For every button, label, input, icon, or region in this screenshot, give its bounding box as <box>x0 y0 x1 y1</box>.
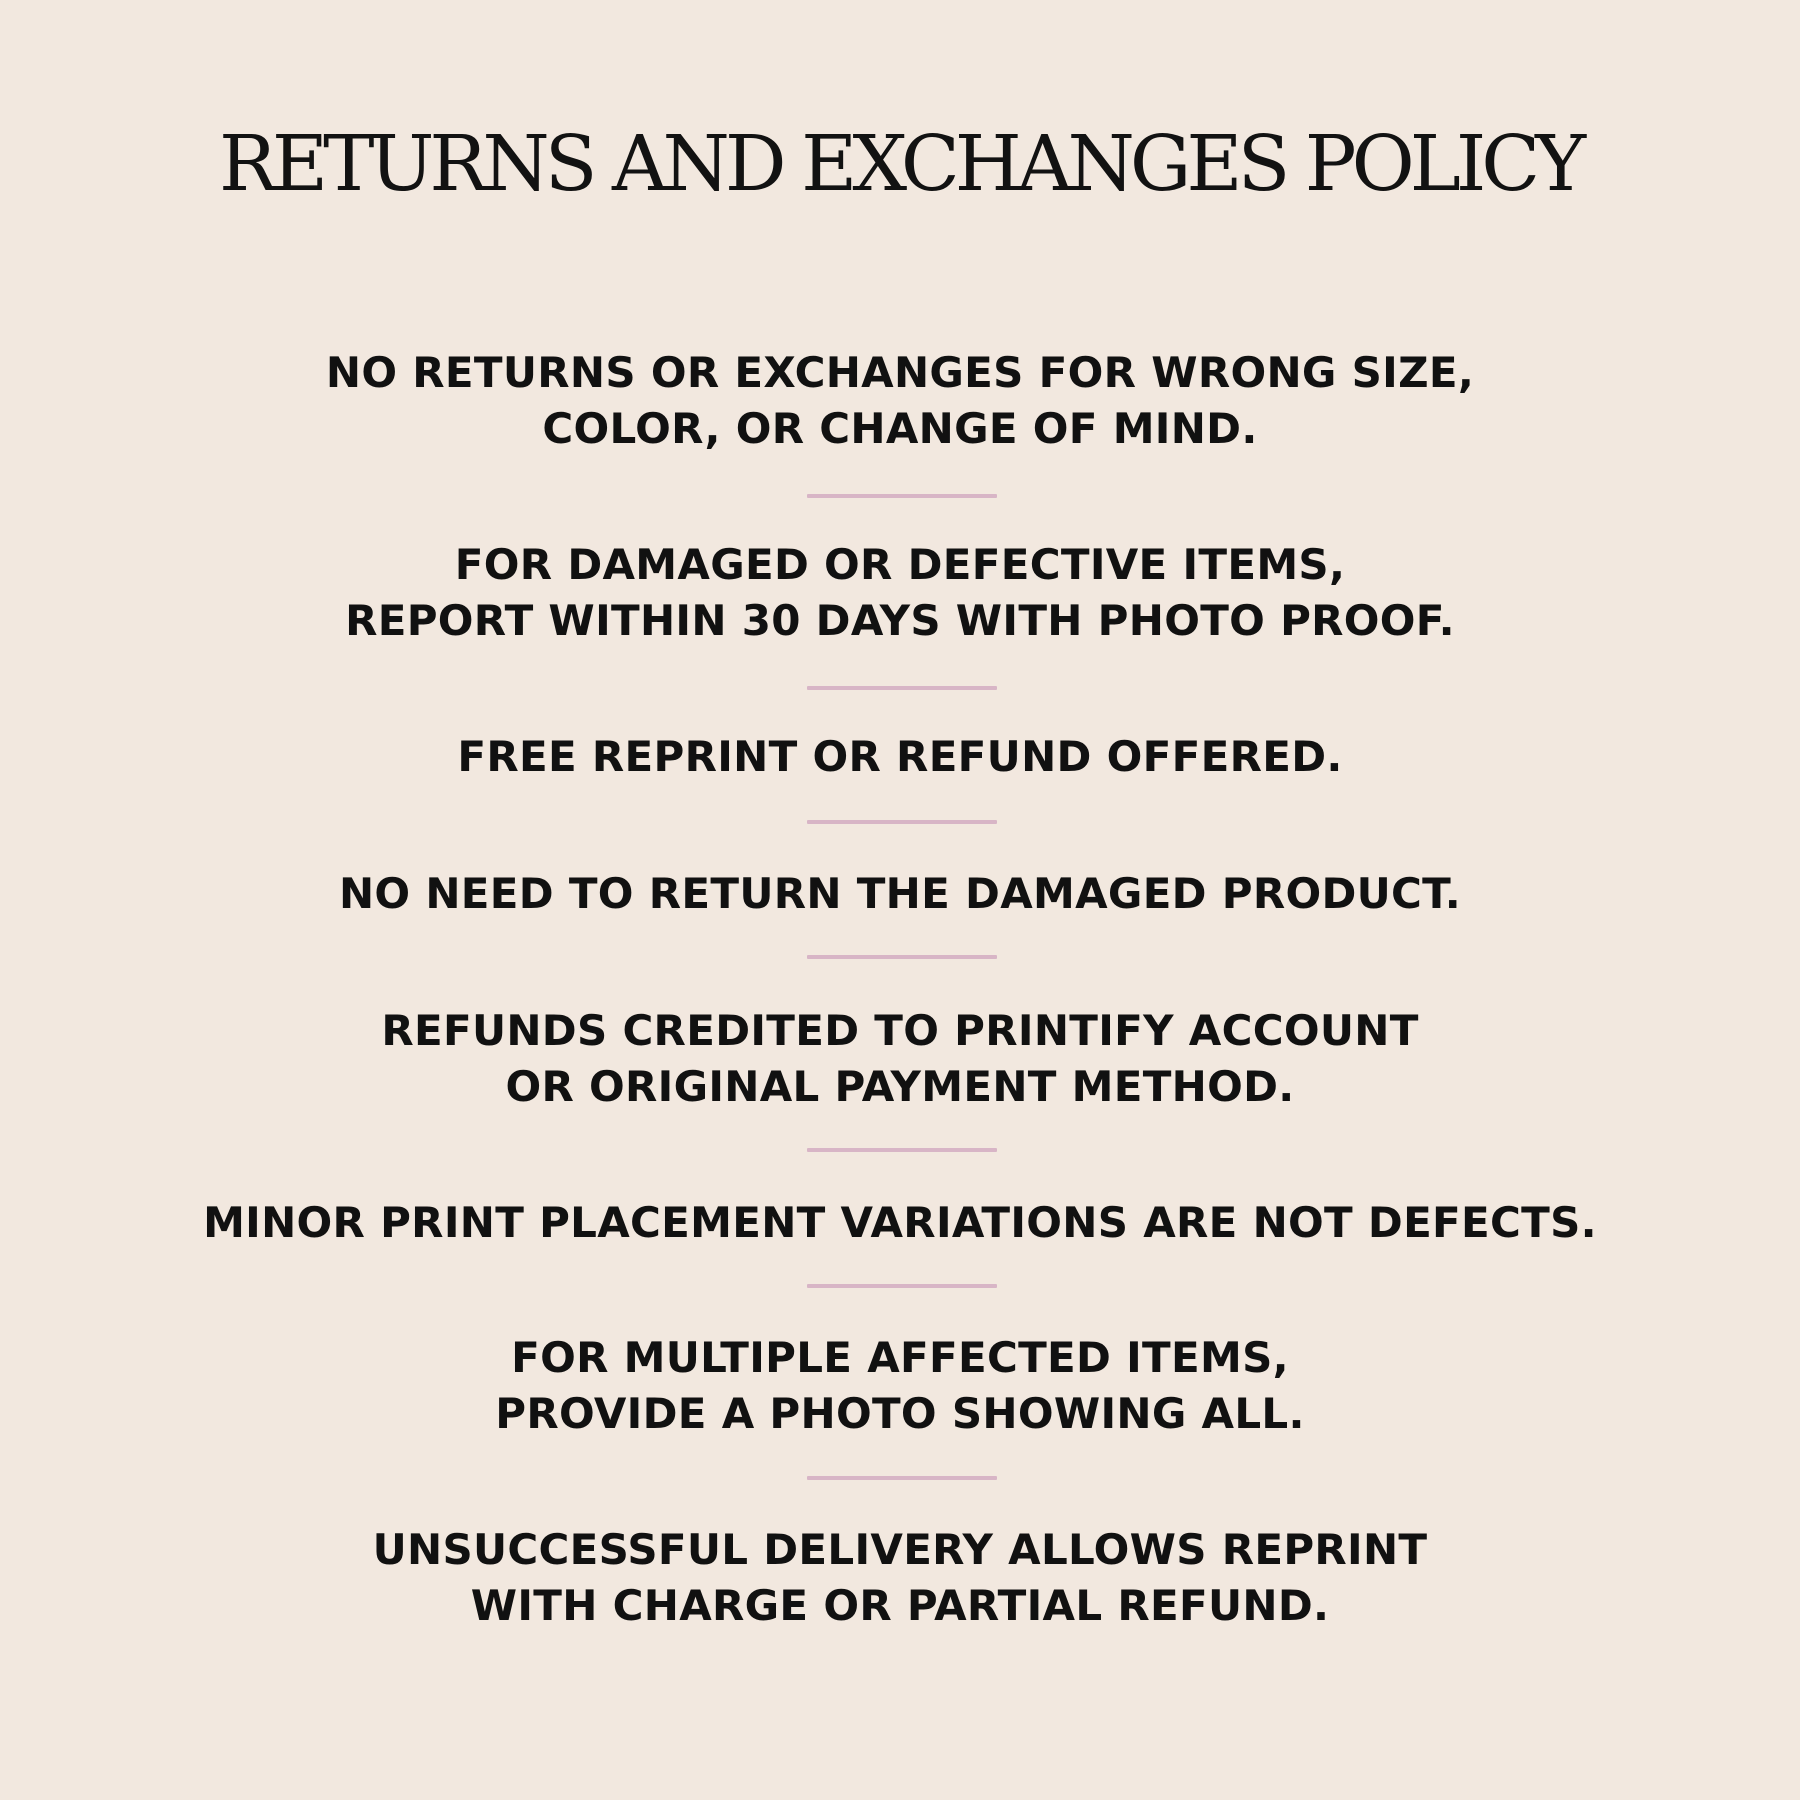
policy-item-wrong-size-color-change-of-mind <box>0 345 1800 457</box>
policy-item-minor-print-variations <box>0 1195 1800 1251</box>
pink-divider <box>807 494 997 498</box>
policy-item-no-return-needed <box>0 866 1800 922</box>
policy-line: WITH CHARGE OR PARTIAL REFUND. <box>470 1581 1330 1630</box>
policy-item-unsuccessful-delivery <box>0 1522 1800 1634</box>
policy-line: REPORT WITHIN 30 DAYS WITH PHOTO PROOF. <box>345 596 1455 645</box>
policy-item-refund-credit <box>0 1003 1800 1115</box>
policy-line: FREE REPRINT OR REFUND OFFERED. <box>457 732 1343 781</box>
pink-divider <box>807 686 997 690</box>
policy-line: NO NEED TO RETURN THE DAMAGED PRODUCT. <box>338 869 1462 918</box>
policy-item-multiple-affected-items <box>0 1330 1800 1442</box>
pink-divider <box>807 1148 997 1152</box>
pink-divider <box>807 955 997 959</box>
policy-line: NO RETURNS OR EXCHANGES FOR WRONG SIZE, <box>325 348 1475 397</box>
policy-item-free-reprint-refund <box>0 729 1800 785</box>
page-title: RETURNS AND EXCHANGES POLICY <box>218 120 1582 209</box>
policy-line: UNSUCCESSFUL DELIVERY ALLOWS REPRINT <box>372 1525 1428 1574</box>
pink-divider <box>807 1284 997 1288</box>
policy-line: FOR DAMAGED OR DEFECTIVE ITEMS, <box>454 540 1346 589</box>
policy-line: OR ORIGINAL PAYMENT METHOD. <box>505 1062 1295 1111</box>
policy-line: REFUNDS CREDITED TO PRINTIFY ACCOUNT <box>381 1006 1419 1055</box>
pink-divider <box>807 1476 997 1480</box>
policy-line: PROVIDE A PHOTO SHOWING ALL. <box>495 1389 1305 1438</box>
pink-divider <box>807 820 997 824</box>
policy-item-damaged-defective-report <box>0 537 1800 649</box>
policy-line: FOR MULTIPLE AFFECTED ITEMS, <box>511 1333 1289 1382</box>
policy-line: COLOR, OR CHANGE OF MIND. <box>542 404 1258 453</box>
policy-line: MINOR PRINT PLACEMENT VARIATIONS ARE NOT DEFECTS. <box>203 1198 1597 1247</box>
